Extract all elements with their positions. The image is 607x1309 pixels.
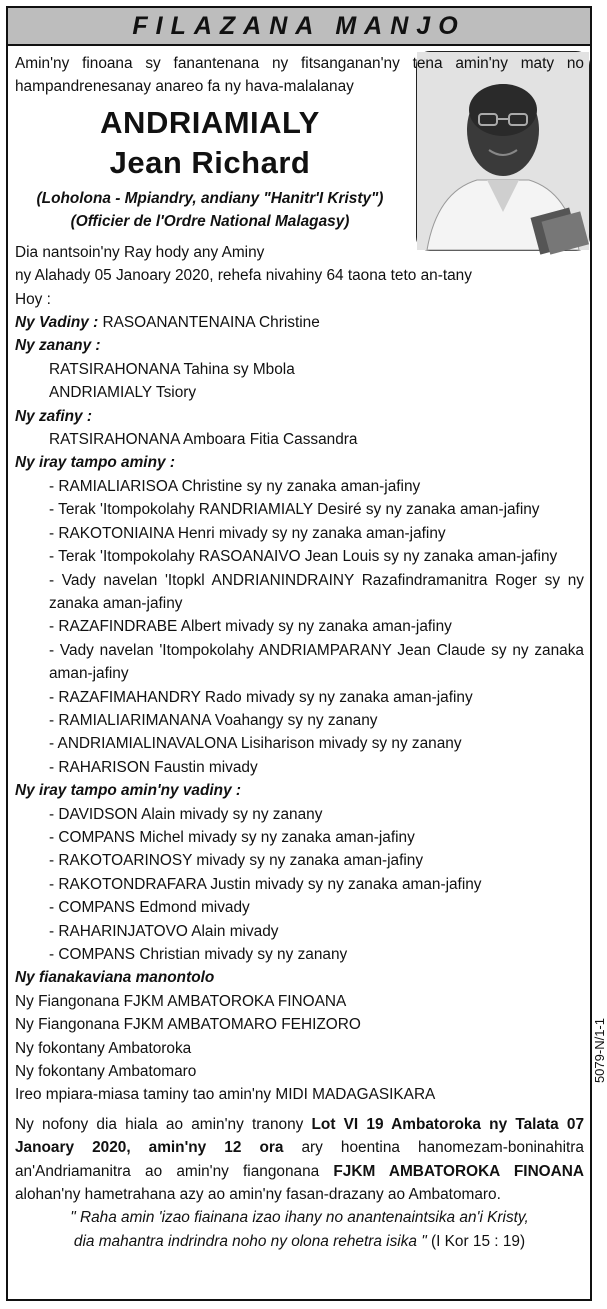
reference-code: 5079-N/1-1: [592, 1018, 607, 1084]
family-line: Ny fokontany Ambatoroka: [15, 1039, 192, 1057]
children-label: Ny zanany :: [15, 337, 101, 355]
spouse-sibling-item: - RAKOTONDRAFARA Justin mivady sy ny zanaka aman-jafiny: [49, 875, 482, 893]
family-line: Ny Fiangonana FJKM AMBATOMARO FEHIZORO: [15, 1016, 361, 1034]
notice-header: FILAZANA MANJO: [8, 8, 590, 46]
family-line: Ireo mpiara-miasa taminy tao amin'ny MIDI MADAGASIKARA: [15, 1086, 436, 1104]
spouse-line: [15, 311, 584, 334]
family-line: Ny fokontany Ambatomaro: [15, 1063, 197, 1081]
funeral-text-3: alohan'ny hametrahana azy ao amin'ny fasan-drazany ao Ambatomaro.: [15, 1186, 501, 1204]
announcement-line: Dia nantsoin'ny Ray hody any Aminy: [15, 243, 265, 261]
bible-quote: [15, 1206, 584, 1253]
spouse-sibling-item: - COMPANS Edmond mivady: [49, 899, 250, 917]
quote-line-1: " Raha amin 'izao fiainana izao ihany no anantenaintsika an'i Kristy,: [70, 1209, 529, 1227]
spouse-sibling-item: - RAKOTOARINOSY mivady sy ny zanaka aman-jafiny: [49, 852, 424, 870]
sibling-item: - Vady navelan 'Itompokolahy ANDRIAMPARANY Jean Claude sy ny zanaka aman-jafiny: [49, 641, 584, 683]
intro-text: Amin'ny finoana sy fanantenana ny fitsanganan'ny tena amin'ny maty no hampandrenesanay anareo fa ny hava-malalanay: [15, 55, 584, 96]
child-name: RATSIRAHONANA Tahina sy Mbola: [49, 360, 295, 378]
deceased-titles: [15, 187, 405, 233]
grandchildren-label: Ny zafiny :: [15, 407, 92, 425]
siblings-label: Ny iray tampo aminy :: [15, 454, 175, 472]
spouse-sibling-item: - COMPANS Michel mivady sy ny zanaka aman-jafiny: [49, 828, 415, 846]
funeral-location-date: Lot VI 19 Ambatoroka ny Talata 07 Janoary 2020, amin'ny 12 ora: [15, 1115, 584, 1157]
family-label: Ny fianakaviana manontolo: [15, 969, 215, 987]
announcement-line: ny Alahady 05 Janoary 2020, rehefa nivahiny 64 taona teto an-tany: [15, 267, 472, 285]
sibling-item: - ANDRIAMIALINAVALONA Lisiharison mivady sy ny zanany: [49, 735, 462, 753]
spouse-name: RASOANANTENAINA Christine: [102, 314, 320, 332]
child-name: ANDRIAMIALY Tsiory: [49, 384, 197, 402]
spouse-sibling-item: - COMPANS Christian mivady sy ny zanany: [49, 946, 348, 963]
funeral-text-1: Ny nofony dia hiala ao amin'ny tranony: [15, 1115, 312, 1133]
announcement-line: Hoy :: [15, 290, 51, 308]
sibling-item: - RAZAFINDRABE Albert mivady sy ny zanaka aman-jafiny: [49, 618, 452, 636]
spouse-sibling-item: - DAVIDSON Alain mivady sy ny zanany: [49, 805, 323, 823]
sibling-item: - RAMIALIARISOA Christine sy ny zanaka aman-jafiny: [49, 477, 421, 495]
sibling-item: - RAKOTONIAINA Henri mivady sy ny zanaka aman-jafiny: [49, 524, 446, 542]
sibling-item: - RAZAFIMAHANDRY Rado mivady sy ny zanaka aman-jafiny: [49, 688, 473, 706]
sibling-item: - RAHARISON Faustin mivady: [49, 758, 258, 776]
spouse-label: Ny Vadiny :: [15, 314, 99, 332]
notice-frame: [6, 6, 607, 1301]
sibling-item: - RAMIALIARIMANANA Voahangy sy ny zanany: [49, 711, 378, 729]
sibling-item: - Vady navelan 'Itopkl ANDRIANINDRAINY Razafindramanitra Roger sy ny zanaka aman-jafiny: [49, 571, 584, 612]
deceased-title-2: (Officier de l'Ordre National Malagasy): [70, 212, 350, 230]
funeral-details: [15, 1113, 584, 1207]
funeral-church: FJKM AMBATOROKA FINOANA: [333, 1162, 584, 1180]
deceased-surname: ANDRIAMIALY: [100, 104, 320, 140]
grandchild-name: RATSIRAHONANA Amboara Fitia Cassandra: [49, 431, 358, 449]
sibling-item: - Terak 'Itompokolahy RANDRIAMIALY Desiré sy ny zanaka aman-jafiny: [49, 501, 540, 519]
spouse-siblings-label: Ny iray tampo amin'ny vadiny :: [15, 782, 242, 800]
deceased-given-names: Jean Richard: [109, 144, 311, 180]
funeral-text-2: ary hoentina hanomezam-boninahitra an'Andriamanitra ao amin'ny fiangonana: [15, 1139, 584, 1180]
quote-line-2: dia mahantra indrindra noho ny olona rehetra isika ": [73, 1232, 427, 1250]
notice-body: [15, 52, 584, 1253]
deceased-title-1: (Loholona - Mpiandry, andiany "Hanitr'I Kristy"): [36, 189, 384, 207]
family-line: Ny Fiangonana FJKM AMBATOROKA FINOANA: [15, 992, 347, 1010]
sibling-item: - Terak 'Itompokolahy RASOANAIVO Jean Louis sy ny zanaka aman-jafiny: [49, 548, 558, 566]
quote-citation: (I Kor 15 : 19): [426, 1232, 526, 1250]
spouse-sibling-item: - RAHARINJATOVO Alain mivady: [49, 922, 279, 940]
